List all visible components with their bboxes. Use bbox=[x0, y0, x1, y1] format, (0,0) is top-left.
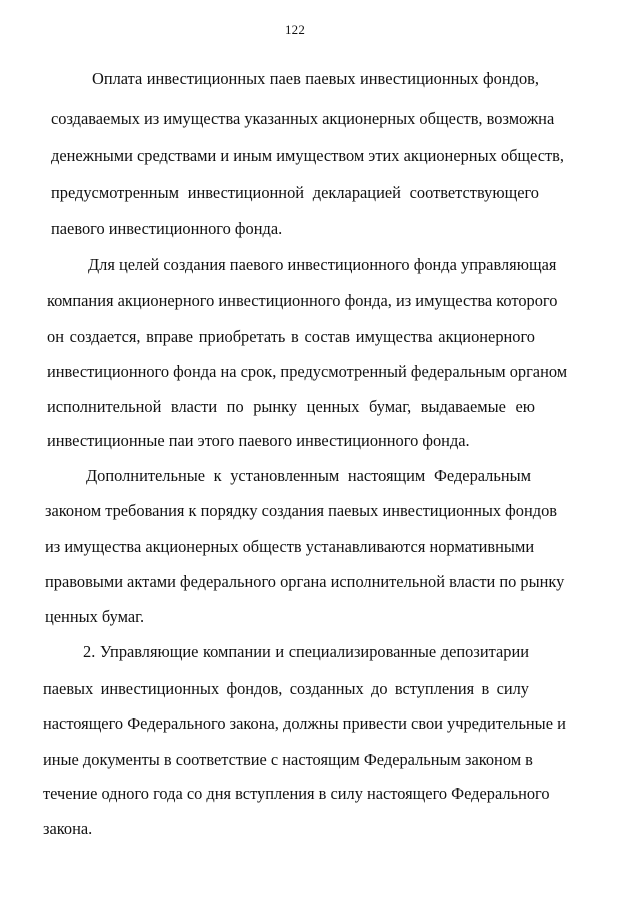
paragraph-line: иные документы в соответствие с настоящим Федеральным законом в bbox=[43, 750, 533, 769]
paragraph-line: предусмотренным инвестиционной декларацией соответствующего bbox=[51, 183, 539, 202]
paragraph-line: правовыми актами федерального органа исполнительной власти по рынку bbox=[45, 572, 565, 591]
paragraph-line: Дополнительные к установленным настоящим Федеральным bbox=[86, 466, 531, 485]
paragraph-line: из имущества акционерных обществ устанавливаются нормативными bbox=[45, 537, 535, 556]
paragraph-line: Оплата инвестиционных паев паевых инвестиционных фондов, bbox=[92, 69, 539, 88]
paragraph-line: он создается, вправе приобретать в состав имущества акционерного bbox=[47, 327, 535, 346]
paragraph-line: денежными средствами и иным имуществом этих акционерных обществ, bbox=[51, 146, 564, 165]
paragraph-line: паевого инвестиционного фонда. bbox=[51, 219, 283, 238]
paragraph-line: паевых инвестиционных фондов, созданных до вступления в силу bbox=[43, 679, 529, 698]
paragraph-line: закона. bbox=[43, 819, 93, 838]
paragraph-line: инвестиционные паи этого паевого инвестиционного фонда. bbox=[47, 431, 470, 450]
paragraph-line: 2. Управляющие компании и специализированные депозитарии bbox=[83, 642, 529, 661]
paragraph-line: ценных бумаг. bbox=[45, 607, 145, 626]
paragraph-line: компания акционерного инвестиционного фонда, из имущества которого bbox=[47, 291, 558, 310]
paragraph-line: исполнительной власти по рынку ценных бумаг, выдаваемые ею bbox=[47, 397, 535, 416]
paragraph-line: настоящего Федерального закона, должны привести свои учредительные и bbox=[43, 714, 566, 733]
paragraph-line: создаваемых из имущества указанных акционерных обществ, возможна bbox=[51, 109, 555, 128]
paragraph-line: Для целей создания паевого инвестиционного фонда управляющая bbox=[88, 255, 557, 274]
page-number: 122 bbox=[284, 22, 306, 37]
paragraph-line: инвестиционного фонда на срок, предусмотренный федеральным органом bbox=[47, 362, 568, 381]
paragraph-line: течение одного года со дня вступления в силу настоящего Федерального bbox=[43, 784, 550, 803]
paragraph-line: законом требования к порядку создания паевых инвестиционных фондов bbox=[45, 501, 558, 520]
